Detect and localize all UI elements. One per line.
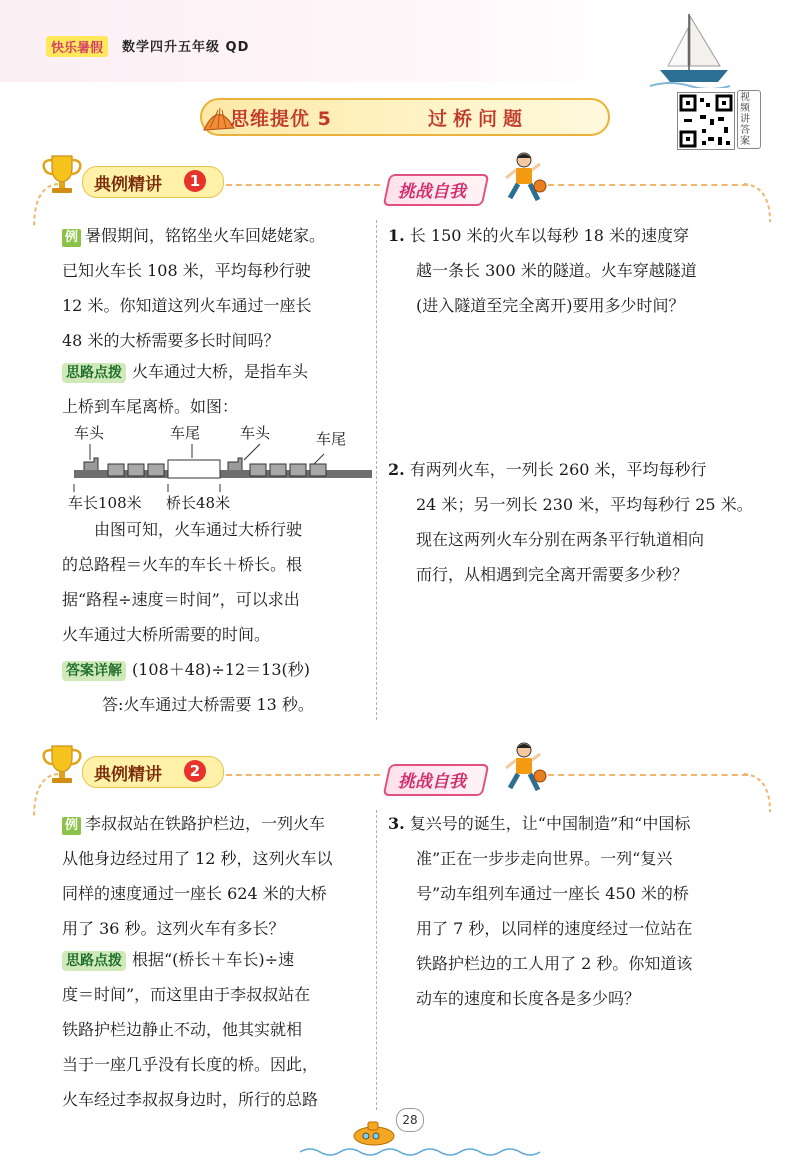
hint-line: 思路点拨 火车通过大桥，是指车头 [62,354,374,389]
hint-line: 铁路护栏边静止不动，他其实就相 [62,1020,303,1039]
example-line: 12 米。你知道这列火车通过一座长 [62,296,312,315]
question-2 [388,452,758,592]
train-bridge-diagram [62,422,372,512]
question-line: 3. 复兴号的诞生，让“中国制造”和“中国标 [388,814,691,833]
example-line: 同样的速度通过一座长 624 米的大桥 [62,884,327,903]
challenge-label-2: 挑战自我 [398,772,466,792]
question-line: 用了 7 秒，以同样的速度经过一位站在 [416,919,693,938]
hint-2 [62,942,374,1117]
example-line: 从他身边经过用了 12 秒，这列火车以 [62,849,333,868]
question-1 [388,218,758,323]
explanation-1 [62,512,374,652]
hint-tag: 思路点拨 [62,951,126,971]
hint-tag: 思路点拨 [62,363,126,383]
answer-tag: 答案详解 [62,661,126,681]
explain-line: 的总路程＝火车的车长＋桥长。根 [62,555,303,574]
section-divider [548,184,748,186]
example-badge: 例 [62,229,81,247]
question-number: 1. [388,226,405,245]
answer-line: 答案详解 (108＋48)÷12＝13(秒) [62,652,374,687]
example-line: 用了 36 秒。这列火车有多长？ [62,919,285,938]
example-heading-number-2: 2 [184,760,206,782]
section-divider [226,184,380,186]
explain-line: 由图可知，火车通过大桥行驶 [94,520,303,539]
section-divider [548,774,748,776]
column-divider [376,220,377,720]
hint-line: 当于一座几乎没有长度的桥。因此， [62,1055,319,1074]
question-line: 1. 长 150 米的火车以每秒 18 米的速度穿 [388,226,690,245]
question-line: 现在这两列火车分别在两条平行轨道相向 [416,530,705,549]
section-title-left: 思维提优 5 [230,108,332,130]
runner-boy-icon [496,740,548,796]
diagram-label-train-length: 车长108米 [68,494,142,512]
example-heading-number-1: 1 [184,170,206,192]
section-divider [226,774,380,776]
challenge-label-1: 挑战自我 [398,182,466,202]
question-line: 而行，从相遇到完全离开需要多少秒？ [416,565,689,584]
diagram-label-bridge-length: 桥长48米 [166,494,231,512]
sailboat-icon [650,8,740,88]
example-2 [62,806,374,946]
hint-1 [62,354,374,424]
submarine-icon [350,1110,398,1150]
answer-final: 答:火车通过大桥需要 13 秒。 [102,695,314,714]
column-divider [376,810,377,1110]
question-line: 铁路护栏边的工人用了 2 秒。你知道该 [416,954,693,973]
diagram-label-head: 车头 [74,424,105,442]
answer-1 [62,652,374,722]
runner-boy-icon [496,150,548,206]
example-heading-label-2: 典例精讲 [94,765,162,785]
hint-line: 度＝时间”，而这里由于李叔叔站在 [62,985,311,1004]
explain-line: 火车通过大桥所需要的时间。 [62,625,271,644]
book-title: 数学四升五年级 QD [122,40,250,55]
qr-code-icon[interactable] [677,92,735,150]
hint-line: 上桥到车尾离桥。如图： [62,397,239,416]
question-number: 2. [388,460,405,479]
qr-label: 视频讲答案 [737,90,761,149]
section-title-right: 过桥问题 [428,108,529,130]
explain-line: 据“路程÷速度＝时间”，可以求出 [62,590,300,609]
corner-curve [30,182,60,232]
example-heading-label-1: 典例精讲 [94,175,162,195]
example-line: 例 暑假期间，铭铭坐火车回姥姥家。 [62,218,374,253]
hint-line: 思路点拨 根据“(桥长＋车长)÷速 [62,942,374,977]
hint-line: 火车经过李叔叔身边时，所行的总路 [62,1090,319,1109]
question-line: 准”正在一步步走向世界。一列“复兴 [416,849,673,868]
example-line: 例 李叔叔站在铁路护栏边，一列火车 [62,806,374,841]
wave-decoration [300,1146,540,1158]
example-1 [62,218,374,358]
example-badge: 例 [62,817,81,835]
diagram-label-head: 车头 [240,424,271,442]
brand-tag: 快乐暑假 [46,36,108,57]
question-line: (进入隧道至完全离开)要用多少时间？ [416,296,685,315]
example-line: 已知火车长 108 米，平均每秒行驶 [62,261,311,280]
question-line: 号”动车组列车通过一座长 450 米的桥 [416,884,689,903]
question-3 [388,806,758,1016]
question-line: 2. 有两列火车，一列长 260 米，平均每秒行 [388,460,707,479]
diagram-label-tail: 车尾 [170,424,201,442]
example-line: 48 米的大桥需要多长时间吗？ [62,331,280,350]
diagram-label-tail: 车尾 [316,430,347,448]
diagram-drawing [62,440,372,492]
page-number: 28 [396,1108,424,1132]
question-line: 越一条长 300 米的隧道。火车穿越隧道 [416,261,697,280]
corner-curve [30,772,60,822]
question-line: 动车的速度和长度各是多少吗？ [416,989,641,1008]
question-number: 3. [388,814,405,833]
question-line: 24 米；另一列长 230 米，平均每秒行 25 米。 [416,495,753,514]
